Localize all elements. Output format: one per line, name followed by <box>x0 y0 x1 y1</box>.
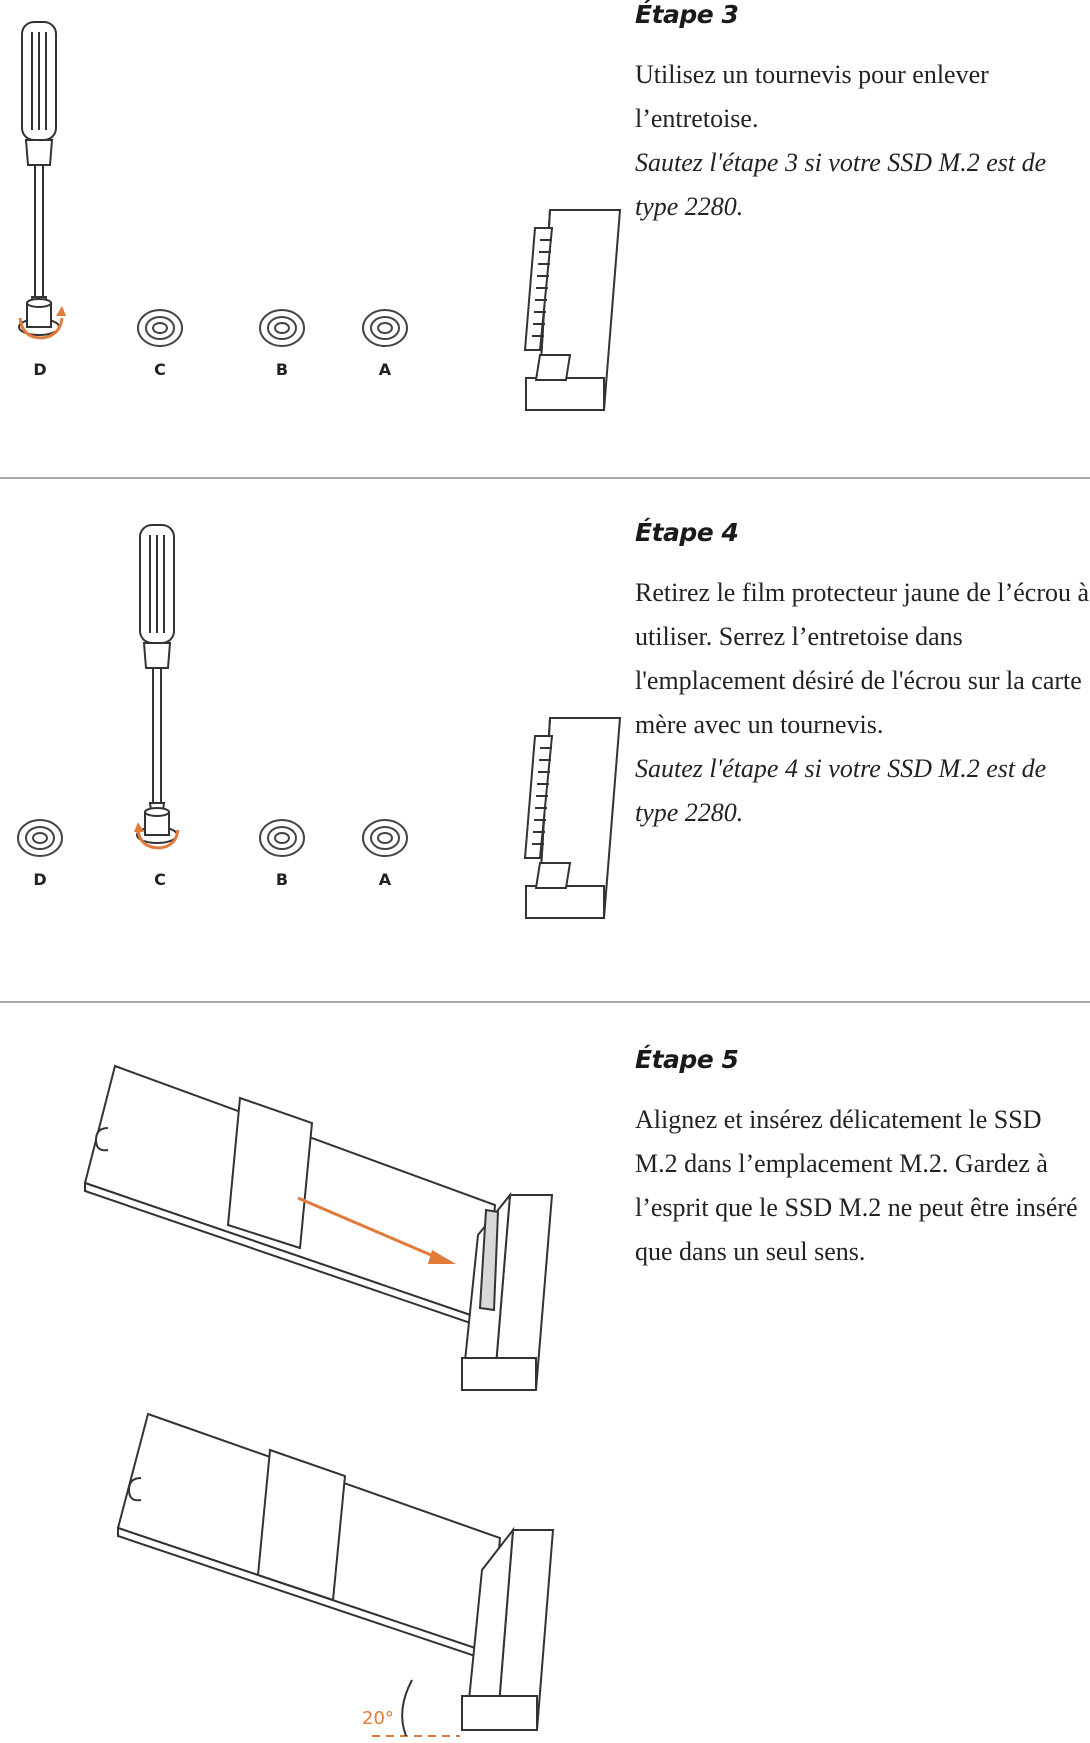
step-5-illustration <box>0 1030 630 1743</box>
standoff-label-d: D <box>33 870 47 889</box>
standoff-label-c: C <box>154 360 166 379</box>
angle-label: 20° <box>362 1708 394 1729</box>
screwdriver-icon <box>22 22 56 312</box>
standoff-icon <box>18 820 407 856</box>
step-3-text <box>635 0 1090 229</box>
standoff-icon <box>137 808 177 843</box>
step-5-title: Étape 5 <box>635 1045 739 1074</box>
step-3-note: Sautez l'étape 3 si votre SSD M.2 est de type 2280. <box>635 148 1047 221</box>
step-4-illustration <box>0 500 630 940</box>
ssd-icon <box>85 1066 495 1328</box>
standoff-label-c: C <box>154 870 166 889</box>
step-3-body: Utilisez un tournevis pour enlever l’entretoise. <box>635 60 989 133</box>
step-3-illustration <box>0 0 630 420</box>
standoff-label-d: D <box>33 360 47 379</box>
step-5-body: Alignez et insérez délicatement le SSD M.2 dans l’emplacement M.2. Gardez à l’esprit que le SSD M.2 ne peut être inséré que dans un seul sens. <box>635 1105 1078 1266</box>
m2-slot-icon <box>525 210 620 410</box>
section-divider <box>0 477 1090 479</box>
step-4-text <box>635 518 1090 835</box>
standoff-label-a: A <box>378 870 392 889</box>
step-3-title: Étape 3 <box>635 0 739 29</box>
step-4-body: Retirez le film protecteur jaune de l’écrou à utiliser. Serrez l’entretoise dans l'emplacement désiré de l'écrou sur la carte mère avec un tournevis. <box>635 578 1090 739</box>
step-4-note: Sautez l'étape 4 si votre SSD M.2 est de type 2280. <box>635 754 1047 827</box>
standoff-label-b: B <box>275 360 289 379</box>
standoff-icon <box>138 310 407 346</box>
standoff-label-a: A <box>378 360 392 379</box>
step-5-text <box>635 1045 1090 1274</box>
step-4-title: Étape 4 <box>635 518 739 547</box>
angle-indicator <box>362 1680 460 1736</box>
screwdriver-icon <box>140 525 174 818</box>
standoff-label-b: B <box>275 870 289 889</box>
section-divider <box>0 1001 1090 1003</box>
ssd-icon <box>118 1414 500 1661</box>
m2-slot-icon <box>525 718 620 918</box>
